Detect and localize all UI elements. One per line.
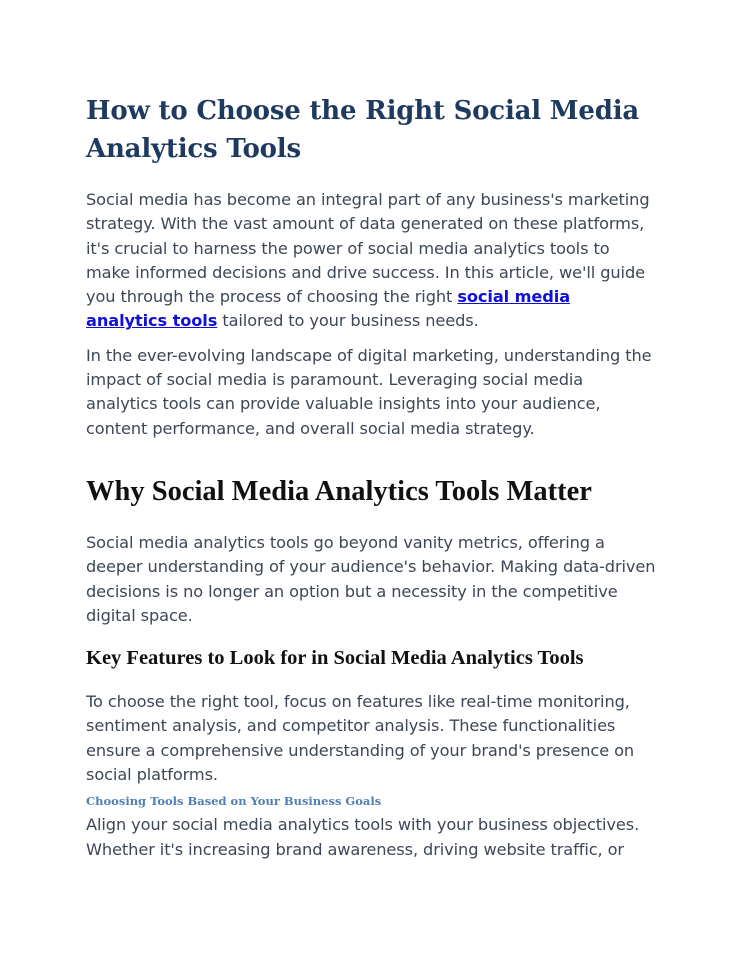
section-heading-why-matter: Why Social Media Analytics Tools Matter [86,475,592,507]
intro-paragraph [86,188,656,334]
section-why-matter-body: Social media analytics tools go beyond vanity metrics, offering a deeper understanding of your audience's behavior. Making data-driven decisions is no longer an option but a necessity in the competitive digital space. [86,532,656,625]
intro-text-after-link: tailored to your business needs. [217,311,479,331]
social-media-analytics-tools-link[interactable]: social media analytics tools [86,287,571,331]
section-business-goals-body: Align your social media analytics tools with your business objectives. Whether it's increasing brand awareness, driving website traffic, or [86,815,640,859]
section-heading-business-goals: Choosing Tools Based on Your Business Goals [86,794,382,809]
page-title: How to Choose the Right Social Media Analytics Tools [86,96,640,164]
intro-text-before-link: Social media has become an integral part of any business's marketing strategy. With the vast amount of data generated on these platforms, it's crucial to harness the power of social media analytics tools to make informed decisions and drive success. In this article, we'll guide you through the process of choosing the right [86,190,650,307]
body-paragraph-2: In the ever-evolving landscape of digital marketing, understanding the impact of social media is paramount. Leveraging social media analytics tools can provide valuable insights into your audience, content performance, and overall social media strategy. [86,345,652,438]
section-key-features-body: To choose the right tool, focus on features like real-time monitoring, sentiment analysis, and competitor analysis. These functionalities ensure a comprehensive understanding of your brand's presence on social platforms. [86,692,635,785]
article [86,92,656,862]
section-heading-key-features: Key Features to Look for in Social Media Analytics Tools [86,647,584,670]
